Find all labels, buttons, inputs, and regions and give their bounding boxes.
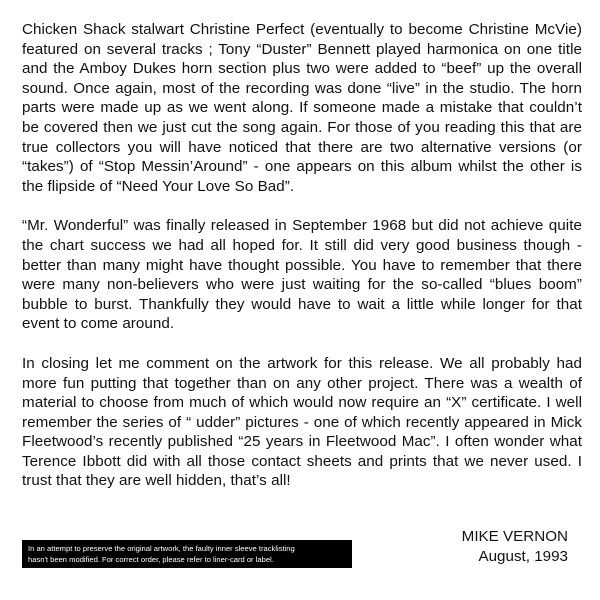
note-line-2: hasn't been modified. For correct order, please refer to liner-card or label. xyxy=(28,555,274,564)
paragraph-artwork: In closing let me comment on the artwork for this release. We all probably had more fun putting that together than on any other project. There was a wealth of material to choose from much of which would now require an “X” certificate. I well remember the series of “ udder” pictures - one of which recently appeared in Mick Fleetwood’s recently published “25 years in Fleetwood Mac”. I often wonder what Terence Ibbott did with all those contact sheets and prints that we never used. I trust that they are well hidden, that’s all! xyxy=(22,354,582,490)
note-line-1: In an attempt to preserve the original artwork, the faulty inner sleeve tracklisting xyxy=(28,544,295,553)
tracklisting-note-box xyxy=(22,540,352,568)
signature-date: August, 1993 xyxy=(478,548,568,565)
paragraph-release: “Mr. Wonderful” was finally released in September 1968 but did not achieve quite the chart success we had all hoped for. It still did very good business though - better than many might have thought possible. You have to remember that there were many non-believers who were just waiting for the so-called “blues boom” bubble to burst. Thankfully they would have to wait a little while longer for that event to come around. xyxy=(22,217,582,333)
author-name: MIKE VERNON xyxy=(461,528,568,545)
signature-block xyxy=(462,527,568,567)
liner-notes-body xyxy=(22,20,582,491)
paragraph-recording: Chicken Shack stalwart Christine Perfect (eventually to become Christine McVie) featured on several tracks ; Tony “Duster” Bennett played harmonica on one title and the Amboy Dukes horn section plus two were added to “beef” up the overall sound. Once again, most of the recording was done “live” in the studio. The horn parts were made up as we went along. If someone made a mistake that couldn’t be covered then we just cut the song again. For those of you reading this that are true collectors you will have noticed that there are two alternative versions (or “takes”) of “Stop Messin’Around” - one appears on this album whilst the other is the flipside of “Need Your Love So Bad”. xyxy=(22,21,582,195)
